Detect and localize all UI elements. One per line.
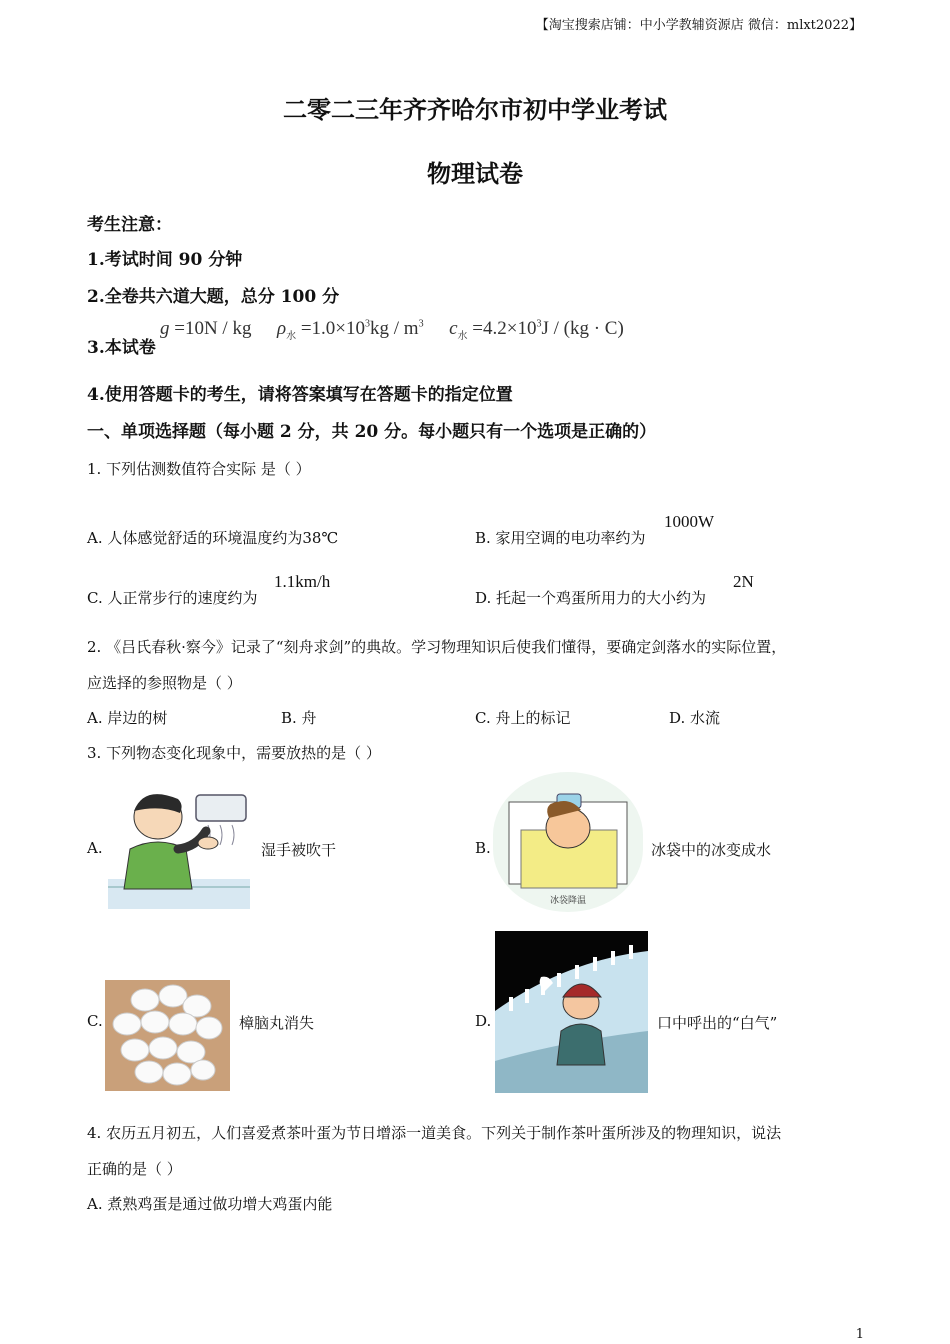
q3-option-c-letter: C. bbox=[87, 1012, 103, 1030]
ice-pack-image bbox=[493, 772, 643, 912]
q3-stem: 3. 下列物态变化现象中，需要放热的是（ ） bbox=[87, 744, 381, 762]
q1-option-d: D. 托起一个鸡蛋所用力的大小约为 bbox=[475, 589, 707, 607]
cold-breath-image bbox=[495, 931, 648, 1093]
hand-dryer-image bbox=[108, 787, 250, 909]
rho-symbol: ρ bbox=[276, 318, 287, 339]
rho-subscript: 水 bbox=[286, 330, 297, 342]
q2-stem-line2: 应选择的参照物是（ ） bbox=[87, 674, 242, 692]
g-symbol: g bbox=[160, 318, 170, 339]
notice-heading: 考生注意： bbox=[87, 215, 172, 235]
rho-value: =1.0×10 bbox=[300, 318, 366, 339]
rho-unit: kg / m bbox=[370, 318, 419, 339]
g-value: =10N / kg bbox=[174, 318, 252, 339]
q4-option-a: A. 煮熟鸡蛋是通过做功增大鸡蛋内能 bbox=[87, 1195, 333, 1213]
physical-constants bbox=[160, 318, 624, 342]
q3-option-d-letter: D. bbox=[475, 1012, 492, 1030]
q1-option-d-value: 2N bbox=[733, 572, 754, 591]
q3-option-b-text: 冰袋中的冰变成水 bbox=[651, 841, 772, 859]
q2-stem-line1: 2. 《吕氏春秋·察今》记录了“刻舟求剑”的典故。学习物理知识后使我们懂得，要确定剑落水的实际位置， bbox=[87, 638, 787, 656]
notice-item-4: 4.使用答题卡的考生，请将答案填写在答题卡的指定位置 bbox=[87, 385, 513, 405]
rho-exponent: 3 bbox=[365, 318, 371, 330]
c-exponent: 3 bbox=[536, 318, 542, 330]
page-header: 【淘宝搜索店铺：中小学教辅资源店 微信：mlxt2022】 bbox=[535, 18, 862, 33]
q1-option-c: C. 人正常步行的速度约为 bbox=[87, 589, 258, 607]
notice-item-3: 3.本试卷 bbox=[87, 338, 156, 358]
q1-option-c-value: 1.1km/h bbox=[274, 572, 331, 591]
q4-stem-line1: 4. 农历五月初五，人们喜爱煮茶叶蛋为节日增添一道美食。下列关于制作茶叶蛋所涉及的物理知识，说法 bbox=[87, 1124, 782, 1142]
page-number: 1 bbox=[855, 1327, 864, 1342]
q2-option-c: C. 舟上的标记 bbox=[475, 709, 571, 727]
q2-option-d: D. 水流 bbox=[669, 709, 721, 727]
exam-title: 二零二三年齐齐哈尔市初中学业考试 bbox=[283, 95, 667, 124]
ice-pack-caption: 冰袋降温 bbox=[549, 896, 586, 906]
q3-option-a-text: 湿手被吹干 bbox=[261, 841, 337, 859]
q3-option-a-letter: A. bbox=[87, 839, 103, 857]
notice-item-1: 1.考试时间 90 分钟 bbox=[87, 250, 243, 270]
q1-stem: 1. 下列估测数值符合实际 是（ ） bbox=[87, 460, 311, 478]
exam-subtitle: 物理试卷 bbox=[427, 159, 523, 188]
q1-option-b-value: 1000W bbox=[664, 512, 715, 531]
q2-option-a: A. 岸边的树 bbox=[87, 709, 168, 727]
c-value: =4.2×10 bbox=[472, 318, 537, 339]
section-1-heading: 一、单项选择题（每小题 2 分，共 20 分。每小题只有一个选项是正确的） bbox=[87, 422, 657, 442]
rho-unit-exponent: 3 bbox=[418, 318, 424, 330]
q1-option-a: A. 人体感觉舒适的环境温度约为38℃ bbox=[87, 529, 339, 547]
q4-stem-line2: 正确的是（ ） bbox=[87, 1160, 182, 1178]
notice-item-2: 2.全卷共六道大题，总分 100 分 bbox=[87, 287, 340, 307]
c-unit: J / (kg · C) bbox=[541, 318, 624, 339]
q2-option-b: B. 舟 bbox=[281, 709, 317, 727]
q3-option-c-text: 樟脑丸消失 bbox=[239, 1014, 315, 1032]
q3-option-d-text: 口中呼出的“白气” bbox=[657, 1014, 778, 1032]
q3-option-b-letter: B. bbox=[475, 839, 491, 857]
c-symbol: c bbox=[449, 318, 458, 339]
q1-option-b: B. 家用空调的电功率约为 bbox=[475, 529, 646, 547]
c-subscript: 水 bbox=[457, 330, 468, 342]
mothballs-image bbox=[105, 980, 230, 1091]
